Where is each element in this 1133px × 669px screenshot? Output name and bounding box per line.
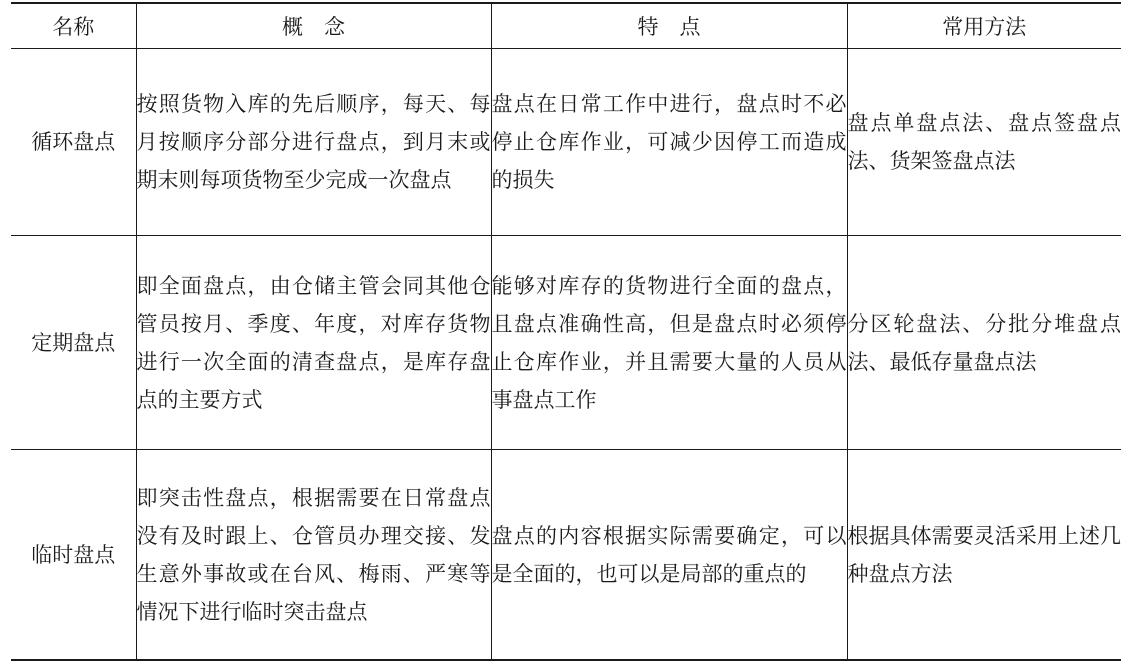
header-row <box>11 3 1121 49</box>
row-feature: 盘点在日常工作中进行，盘点时不必停止仓库作业，可减少因停工而造成的损失 <box>491 49 847 236</box>
row-concept: 即全面盘点，由仓储主管会同其他仓管员按月、季度、年度，对库存货物进行一次全面的清查盘点，是库存盘点的主要方式 <box>136 236 491 450</box>
row-name: 临时盘点 <box>11 450 136 661</box>
header-method: 常用方法 <box>847 3 1121 49</box>
row-method: 根据具体需要灵活采用上述几种盘点方法 <box>847 450 1121 661</box>
row-concept: 按照货物入库的先后顺序，每天、每月按顺序分部分进行盘点，到月末或期末则每项货物至少完成一次盘点 <box>136 49 491 236</box>
row-method: 盘点单盘点法、盘点签盘点法、货架签盘点法 <box>847 49 1121 236</box>
header-feature: 特 点 <box>491 3 847 49</box>
table-row <box>11 450 1121 661</box>
header-name: 名称 <box>11 3 136 49</box>
row-feature: 盘点的内容根据实际需要确定，可以是全面的，也可以是局部的重点的 <box>491 450 847 661</box>
row-feature: 能够对库存的货物进行全面的盘点，且盘点准确性高，但是盘点时必须停止仓库作业，并且需要大量的人员从事盘点工作 <box>491 236 847 450</box>
row-name: 循环盘点 <box>11 49 136 236</box>
row-concept: 即突击性盘点，根据需要在日常盘点没有及时跟上、仓管员办理交接、发生意外事故或在台风、梅雨、严寒等情况下进行临时突击盘点 <box>136 450 491 661</box>
inventory-methods-table <box>11 2 1121 661</box>
table-header <box>11 3 1121 49</box>
header-concept: 概 念 <box>136 3 491 49</box>
table-row <box>11 236 1121 450</box>
row-method: 分区轮盘法、分批分堆盘点法、最低存量盘点法 <box>847 236 1121 450</box>
row-name: 定期盘点 <box>11 236 136 450</box>
table-body <box>11 49 1121 661</box>
table-row <box>11 49 1121 236</box>
